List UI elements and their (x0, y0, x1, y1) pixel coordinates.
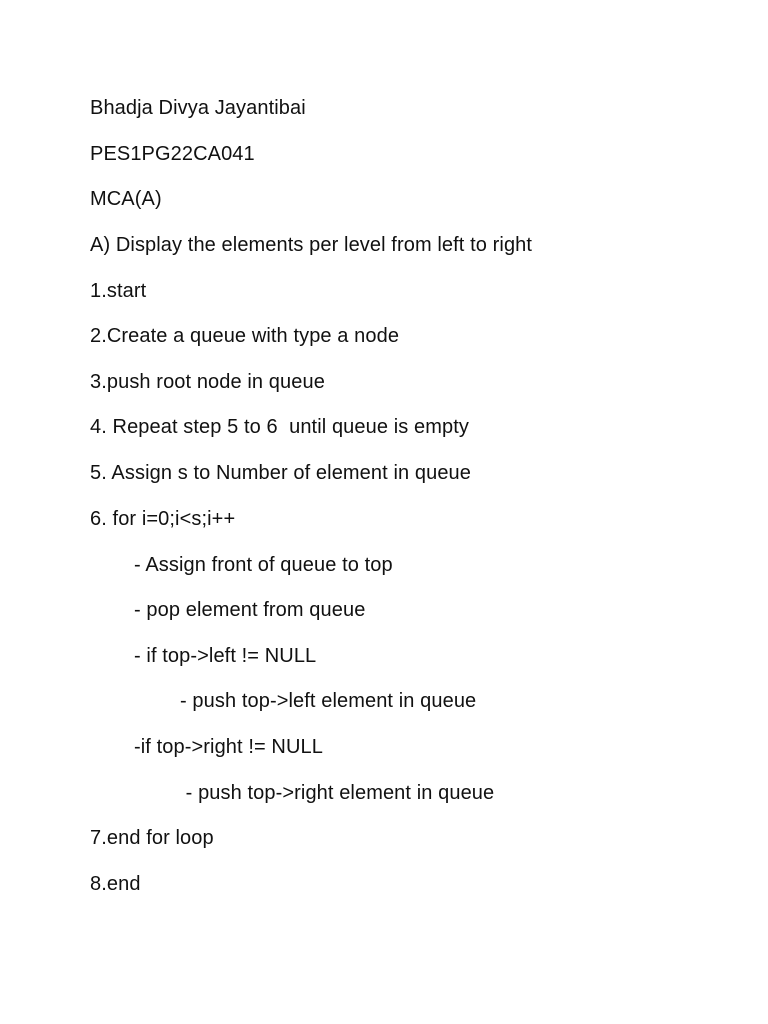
step-8: 8.end (90, 873, 141, 895)
substep-push-right: - push top->right element in queue (180, 782, 495, 804)
substep-pop: - pop element from queue (134, 599, 366, 621)
step-3: 3.push root node in queue (90, 371, 325, 393)
student-id: PES1PG22CA041 (90, 143, 255, 165)
substep-push-left: - push top->left element in queue (180, 690, 477, 712)
step-5: 5. Assign s to Number of element in queue (90, 462, 471, 484)
substep-assign-front: - Assign front of queue to top (134, 554, 393, 576)
question-title: A) Display the elements per level from left to right (90, 234, 533, 256)
step-7: 7.end for loop (90, 827, 214, 849)
author-name: Bhadja Divya Jayantibai (90, 97, 306, 119)
class-section: MCA(A) (90, 188, 162, 210)
step-2: 2.Create a queue with type a node (90, 325, 400, 347)
substep-if-right: -if top->right != NULL (134, 736, 323, 758)
substep-if-left: - if top->left != NULL (134, 645, 317, 667)
step-1: 1.start (90, 280, 147, 302)
step-6: 6. for i=0;i<s;i++ (90, 508, 236, 530)
step-4: 4. Repeat step 5 to 6 until queue is empty (90, 416, 469, 438)
